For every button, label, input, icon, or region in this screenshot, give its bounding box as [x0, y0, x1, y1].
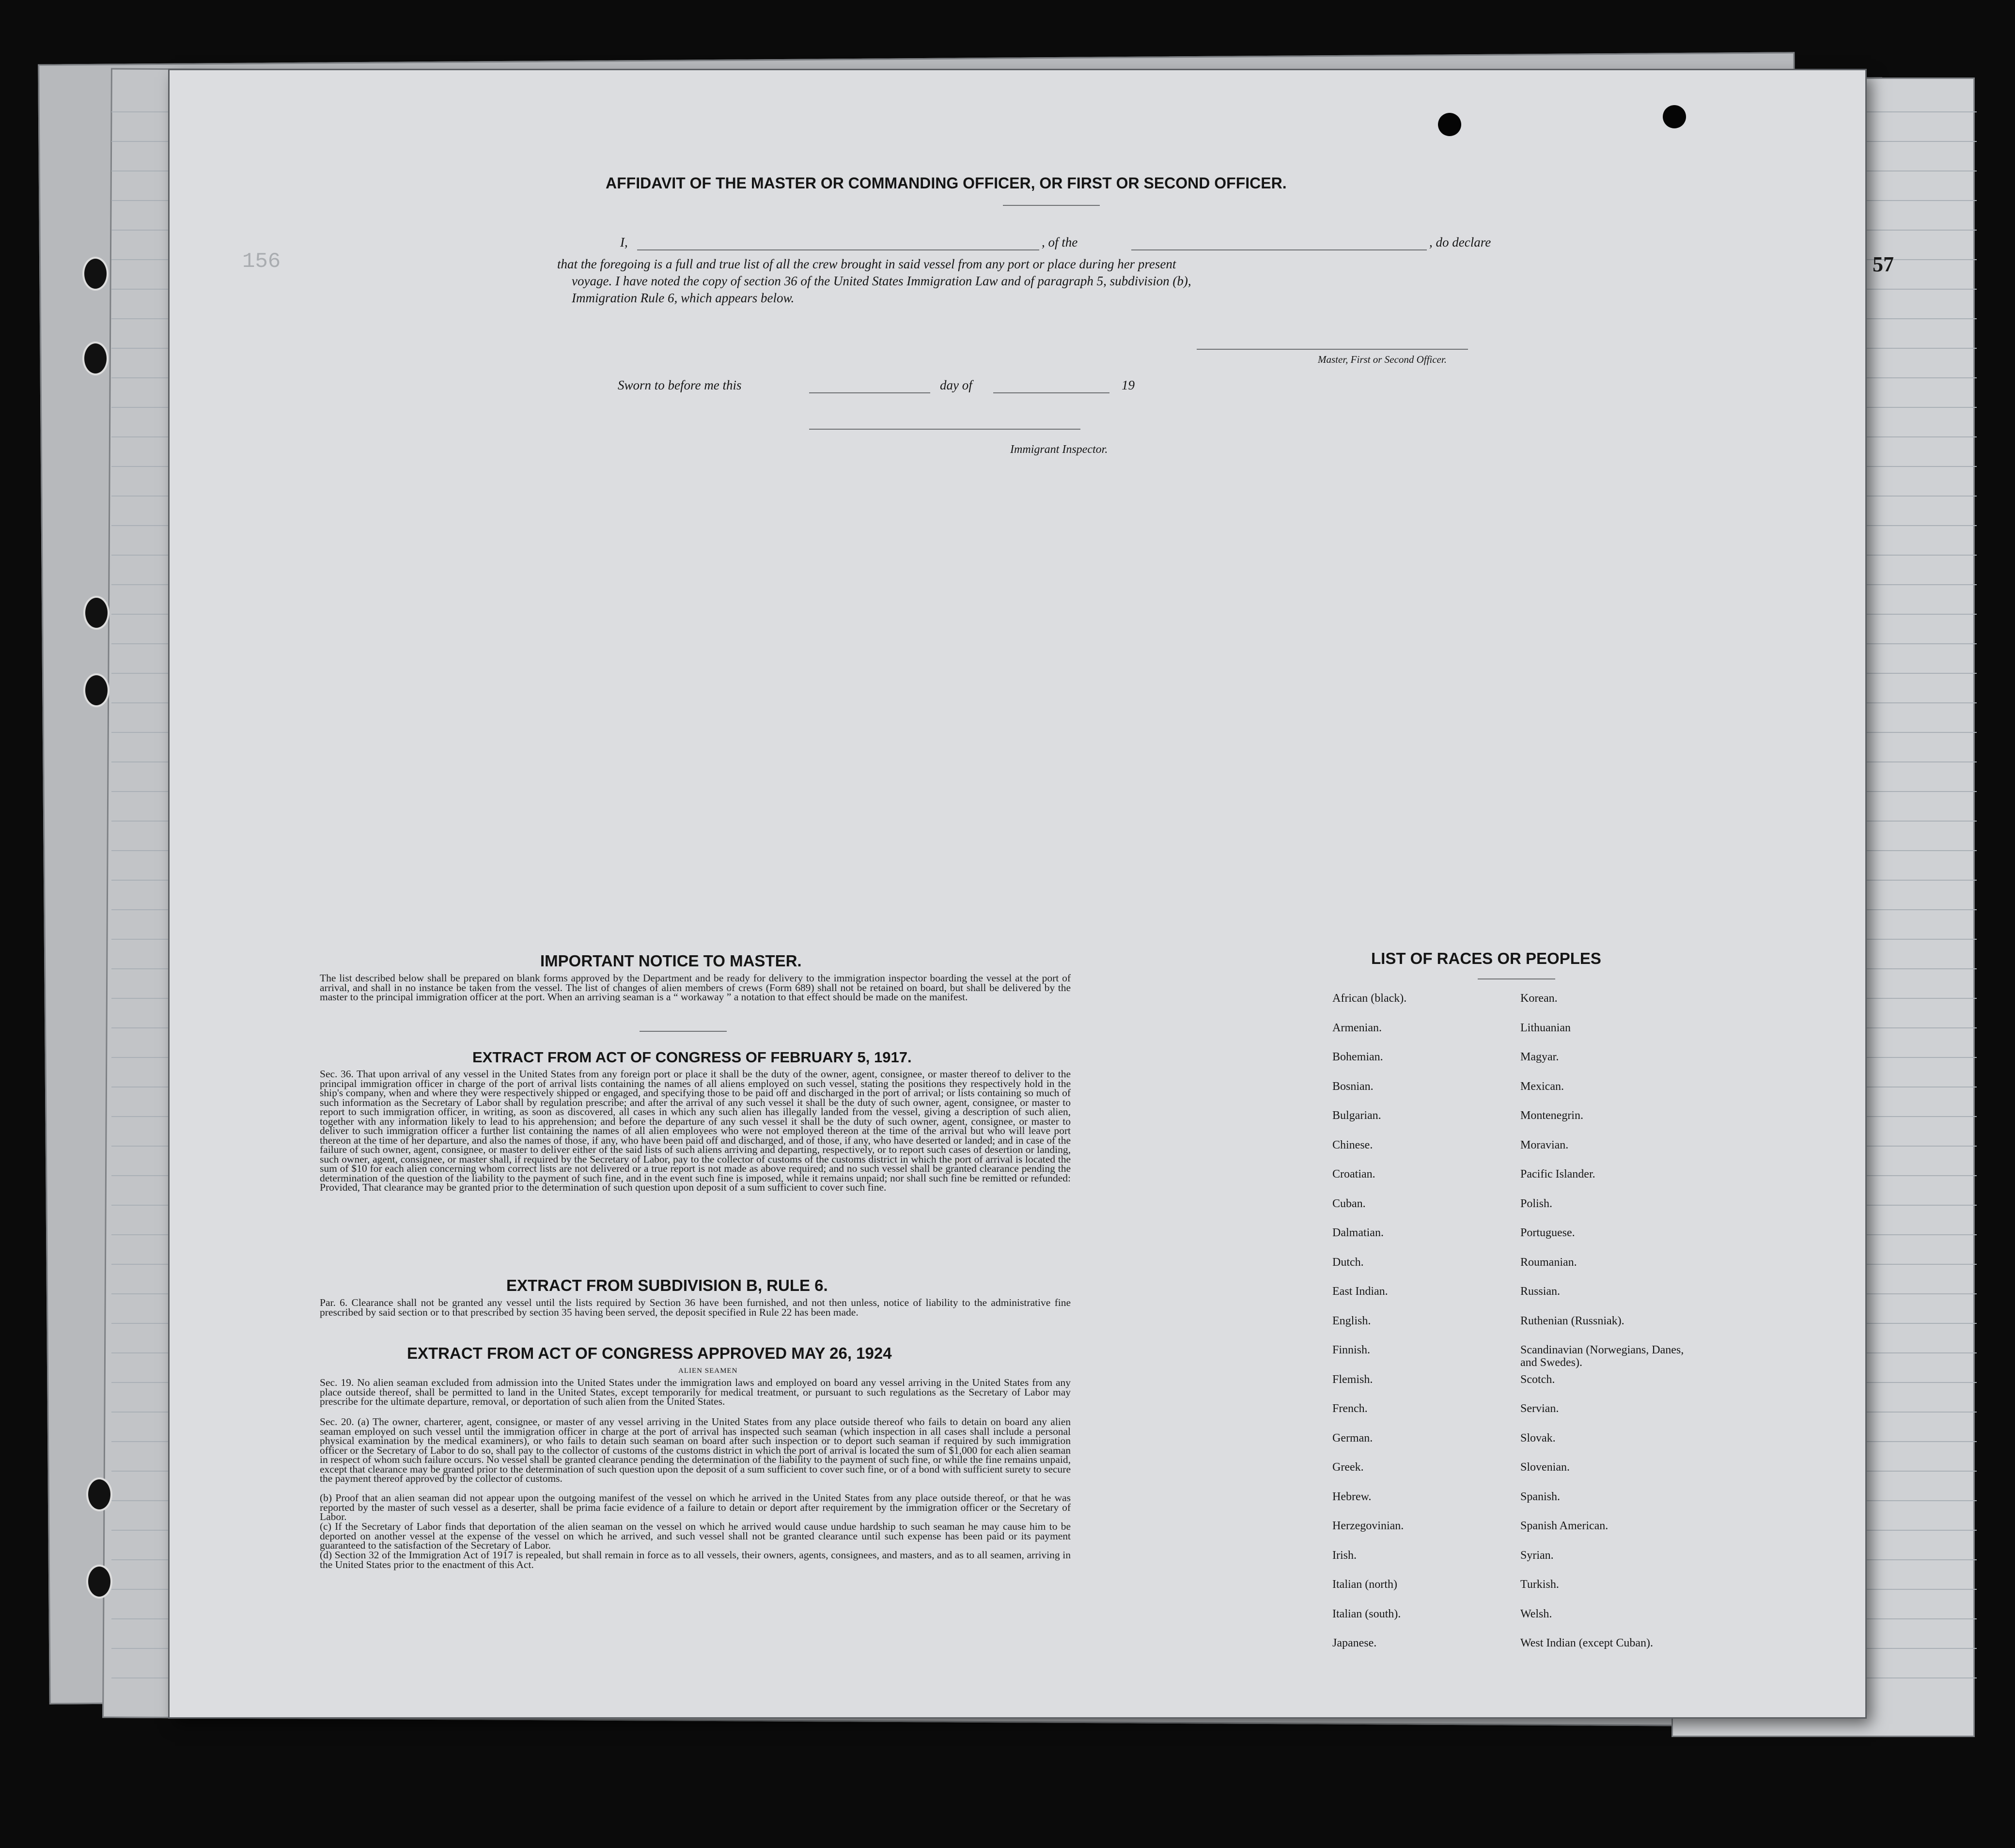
race-item: Bosnian. [1332, 1080, 1374, 1093]
year-label: 19 [1122, 378, 1135, 392]
page-number-right: 57 [1873, 252, 1894, 276]
race-item: Roumanian. [1520, 1256, 1577, 1269]
sworn-day-blank [809, 392, 930, 393]
race-item: African (black). [1332, 992, 1407, 1005]
race-item: Italian (north) [1332, 1578, 1397, 1591]
extract-1924-sec20a: Sec. 20. (a) The owner, charterer, agent, consignee, or master of any vessel arriving in the United States from any place outside thereof who fails to detain on board any alien seaman employed on such vessel until the immigration officer in charge at the port of arrival has inspected such seaman (which inspection in all cases shall include a personal physical examination by the medical examiners), or who fails to detain such seaman on board after such inspection or to deport such seaman if required by such immigration officer or the Secretary of Labor to do so, shall pay to the collector of customs of the customs district in which the port of arrival is located the sum of $1,000 for each alien seaman in respect of whom such failure occurs. No vessel shall be granted clearance pending the determination of the liability to the payment of such fine, or while the fine remains unpaid, except that clearance may be granted prior to the determination of such question upon the deposit of a sum sufficient to cover such fine, or of a bond with sufficient surety to secure the payment thereof approved by the collector of customs. [320, 1416, 1071, 1484]
punch-dot [1438, 113, 1461, 136]
signature-caption: Master, First or Second Officer. [1318, 354, 1447, 365]
race-item: Moravian. [1520, 1138, 1569, 1151]
race-item: Montenegrin. [1520, 1109, 1583, 1122]
race-item: Spanish American. [1520, 1520, 1609, 1532]
sworn-month-blank [993, 392, 1109, 393]
binder-hole [86, 1477, 112, 1511]
race-item: Ruthenian (Russniak). [1520, 1314, 1624, 1327]
notice-body: The list described below shall be prepared on blank forms approved by the Department and be ready for delivery to the immigration inspector boarding the vessel at the port of arrival, and shall in no instance be taken from the vessel. The list of changes of alien members of crews (Form 689) shall not be retained on board, but shall be delivered by the master to the principal immigration officer at the port. When an arriving seaman is a “ workaway ” a notation to that effect should be made on the manifest. [320, 972, 1071, 1003]
affidavit-body-line2: voyage. I have noted the copy of section 36 of the United States Immigration Law and of paragraph 5, subdivision (b), [572, 274, 1191, 288]
race-item: Scotch. [1520, 1373, 1555, 1386]
punch-dot [1663, 105, 1686, 128]
races-title: LIST OF RACES OR PEOPLES [1371, 949, 1601, 967]
signature-line [1197, 349, 1468, 350]
vessel-blank [1131, 249, 1427, 250]
affidavit-sheet [170, 70, 1865, 1717]
race-item: Welsh. [1520, 1607, 1552, 1620]
name-blank [637, 249, 1039, 250]
binder-hole [86, 1565, 112, 1599]
race-item: French. [1332, 1402, 1368, 1415]
race-item: Dalmatian. [1332, 1227, 1384, 1239]
race-item: Slovak. [1520, 1431, 1556, 1444]
race-item: Cuban. [1332, 1197, 1366, 1210]
sworn-label: Sworn to before me this [618, 378, 742, 392]
inspector-caption: Immigrant Inspector. [1010, 443, 1108, 456]
affidavit-do-declare-label: , do declare [1429, 235, 1491, 249]
race-item: Dutch. [1332, 1256, 1364, 1269]
race-item: East Indian. [1332, 1285, 1388, 1298]
race-item: Servian. [1520, 1402, 1559, 1415]
affidavit-i-label: I, [620, 235, 628, 249]
extract-1924-sec20c: (c) If the Secretary of Labor finds that deportation of the alien seaman on the vessel on which he arrived would cause undue hardship to such seaman he may cause him to be deported on another vessel at the expense of the vessel on which he arrived, and such vessel shall not be granted clearance until such expense has been paid or its payment guaranteed to the satisfaction of the Secretary of Labor. [320, 1521, 1071, 1551]
race-item: German. [1332, 1431, 1373, 1444]
race-item: Bulgarian. [1332, 1109, 1381, 1122]
race-item: Syrian. [1520, 1549, 1554, 1562]
binder-hole [82, 257, 109, 291]
affidavit-of-the-label: , of the [1042, 235, 1078, 249]
race-item: Turkish. [1520, 1578, 1559, 1591]
race-item: Slovenian. [1520, 1461, 1570, 1474]
race-item: West Indian (except Cuban). [1520, 1637, 1653, 1649]
race-item: Bohemian. [1332, 1051, 1383, 1063]
race-item: Greek. [1332, 1461, 1364, 1474]
race-item: Irish. [1332, 1549, 1357, 1562]
race-item: Japanese. [1332, 1637, 1377, 1649]
race-item: Flemish. [1332, 1373, 1373, 1386]
binder-hole [83, 673, 109, 707]
affidavit-body-line3: Immigration Rule 6, which appears below. [572, 291, 795, 305]
inspector-signature-line [809, 429, 1080, 430]
affidavit-title: AFFIDAVIT OF THE MASTER OR COMMANDING OFFICER, OR FIRST OR SECOND OFFICER. [606, 174, 1287, 192]
binder-hole [83, 596, 109, 630]
extract-1924-sec19: Sec. 19. No alien seaman excluded from admission into the United States under the immigration laws and employed on board any vessel arriving in the United States from any place outside thereof, shall be permitted to land in the United States, except temporarily for medical treatment, or pursuant to such regulations as the Secretary of Labor may prescribe for the ultimate departure, removal, or deportation of such alien from the United States. [320, 1377, 1071, 1407]
extract-1924-sec20b: (b) Proof that an alien seaman did not appear upon the outgoing manifest of the vessel on which he arrived in the United States from any place outside thereof, or that he was reported by the master of such vessel as a deserter, shall be prima facie evidence of a failure to detain or deport after requirement by the immigration officer or the Secretary of Labor. [320, 1492, 1071, 1522]
race-item: Herzegovinian. [1332, 1520, 1404, 1532]
extract-1924-sec20d: (d) Section 32 of the Immigration Act of 1917 is repealed, but shall remain in force as to all vessels, their owners, agents, consignees, and masters, and as to all seamen, arriving in the United States prior to the enactment of this Act. [320, 1549, 1071, 1570]
extract-1924-title: EXTRACT FROM ACT OF CONGRESS APPROVED MAY 26, 1924 [407, 1344, 892, 1362]
race-item: Lithuanian [1520, 1021, 1571, 1034]
race-item: Portuguese. [1520, 1227, 1575, 1239]
race-item: Pacific Islander. [1520, 1168, 1595, 1180]
page-number-left: 156 [242, 249, 281, 274]
race-item: Hebrew. [1332, 1490, 1372, 1503]
race-item: Korean. [1520, 992, 1558, 1005]
race-item: Magyar. [1520, 1051, 1559, 1063]
race-item: Armenian. [1332, 1021, 1382, 1034]
race-item: Croatian. [1332, 1168, 1375, 1180]
race-item: Polish. [1520, 1197, 1553, 1210]
binder-hole [82, 342, 109, 375]
extract-rule6-title: EXTRACT FROM SUBDIVISION B, RULE 6. [506, 1276, 828, 1294]
extract-1924-subtitle: ALIEN SEAMEN [678, 1367, 738, 1375]
race-item: Chinese. [1332, 1138, 1373, 1151]
race-item: Finnish. [1332, 1344, 1371, 1356]
affidavit-body-line1: that the foregoing is a full and true list of all the crew brought in said vessel from any port or place during her present [557, 257, 1176, 271]
race-item: Mexican. [1520, 1080, 1564, 1093]
race-item: Italian (south). [1332, 1607, 1401, 1620]
race-item: Spanish. [1520, 1490, 1561, 1503]
race-item: Russian. [1520, 1285, 1561, 1298]
extract-1917-title: EXTRACT FROM ACT OF CONGRESS OF FEBRUARY 5, 1917. [472, 1049, 912, 1066]
notice-rule [640, 1031, 727, 1032]
title-rule [1003, 205, 1100, 206]
race-item: Scandinavian (Norwegians, Danes, and Swedes). [1520, 1344, 1684, 1369]
races-rule [1478, 978, 1555, 979]
extract-1917-body: Sec. 36. That upon arrival of any vessel in the United States from any foreign port or place it shall be the duty of the owner, agent, consignee, or master thereof to deliver to the principal immigration officer in charge of the port of arrival lists containing the names of all aliens employed on such vessel, stating the positions they respectively hold in the ship's company, when and where they were respectively shipped or engaged, and specifying those to be paid off and discharged in the port of arrival; or lists containing so much of such information as the Secretary of Labor shall by regulation prescribe; and after the arrival of any such vessel it shall be the duty of such owner, agent, consignee, or master to report to such immigration officer, in writing, as soon as discovered, all cases in which any such alien has illegally landed from the vessel, giving a description of such alien, together with any information likely to lead to his apprehension; and before the departure of any such vessel it shall be the duty of such owner, agent, consignee, or master to deliver to such immigration officer a further list containing the names of all alien employees who were not employed thereon at the time of the arrival but who will leave port thereon at the time of her departure, and also the names of those, if any, who have been paid off and discharged, and of those, if any, who have deserted or landed; and in case of the failure of such owner, agent, consignee, or master to deliver either of the said lists of such aliens arriving and departing, respectively, or to report such cases of desertion or landing, such owner, agent, consignee, or master shall, if required by the Secretary of Labor, pay to the collector of customs of the customs district in which the port of arrival is located the sum of $10 for each alien concerning whom correct lists are not delivered or a true report is not made as above required; and no such vessel shall be granted clearance pending the determination of the question of the liability to the payment of such fine, and in the event such fine is imposed, while it remains unpaid; nor shall such fine be remitted or refunded: Provided, That clearance may be granted prior to the determination of such question upon deposit of a sum sufficient to cover such fine. [320, 1068, 1071, 1193]
extract-rule6-body: Par. 6. Clearance shall not be granted any vessel until the lists required by Section 36 have been furnished, and not then unless, notice of liability to the administrative fine prescribed by said section or to that prescribed by section 35 having been served, the deposit specified in Rule 22 has been made. [320, 1297, 1071, 1318]
day-of-label: day of [940, 378, 972, 392]
notice-title: IMPORTANT NOTICE TO MASTER. [540, 952, 802, 970]
race-item: English. [1332, 1314, 1371, 1327]
